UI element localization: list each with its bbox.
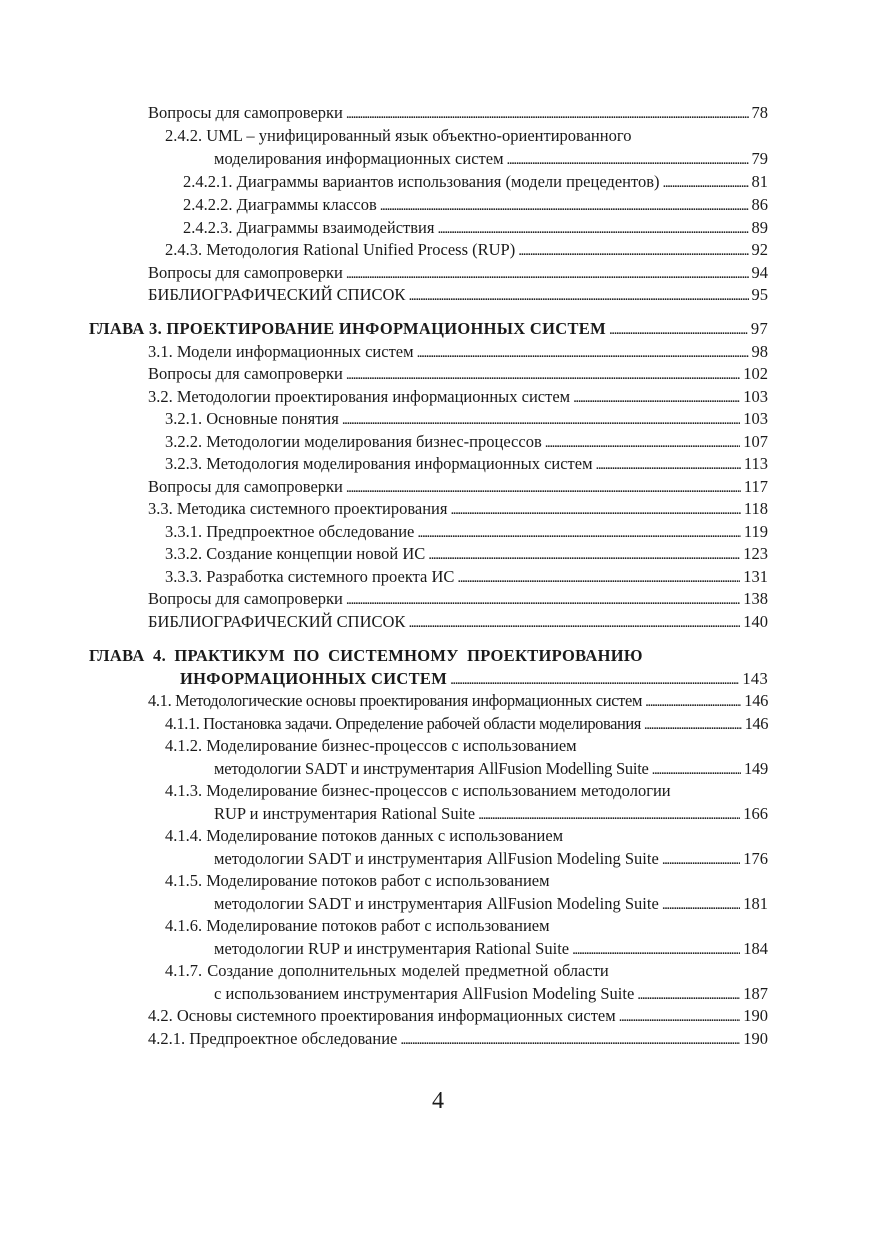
toc-entry: 3.1. Модели информационных систем . . . 98 [148,341,768,363]
toc-entry: с использованием инструментария AllFusion Modeling Suite . . . 187 [214,983,768,1005]
toc-entry: 2.4.2.1. Диаграммы вариантов использования (модели прецедентов) . . . 81 [183,171,768,193]
toc-entry: методологии SADT и инструментария AllFusion Modeling Suite . . . 176 [214,848,768,870]
toc-entry: Вопросы для самопроверки . . . 138 [148,588,768,610]
toc-entry: 4.1.7. Создание дополнительных моделей предметной области [165,961,609,980]
toc-entry: 4.1.5. Моделирование потоков работ с использованием [165,871,550,890]
toc-entry: методологии RUP и инструментария Rational Suite . . . 184 [214,938,768,960]
toc-entry: методологии SADT и инструментария AllFusion Modelling Suite . . . 149 [214,758,768,780]
toc-entry: БИБЛИОГРАФИЧЕСКИЙ СПИСОК . . . 140 [148,611,768,633]
toc-entry: БИБЛИОГРАФИЧЕСКИЙ СПИСОК . . . 95 [148,284,768,306]
toc-entry: 4.1.3. Моделирование бизнес-процессов с использованием методологии [165,781,671,800]
toc-entry: Вопросы для самопроверки . . . 94 [148,262,768,284]
toc-entry: 3.2.1. Основные понятия . . . 103 [165,408,768,430]
toc-entry: 4.1. Методологические основы проектирования информационных систем . . . 146 [148,690,768,712]
toc-entry: 3.2.3. Методология моделирования информационных систем . . . 113 [165,453,768,475]
toc-entry: 4.1.1. Постановка задачи. Определение рабочей области моделирования . . . 146 [165,713,768,735]
toc-entry: 4.2.1. Предпроектное обследование . . . 190 [148,1028,768,1050]
toc-entry: 3.3.2. Создание концепции новой ИС . . . 123 [165,543,768,565]
toc-entry: 2.4.3. Методология Rational Unified Process (RUP) . . . 92 [165,239,768,261]
toc-entry: 4.1.2. Моделирование бизнес-процессов с использованием [165,736,577,755]
toc-entry: 2.4.2. UML – унифицированный язык объектно-ориентированного [165,126,632,145]
toc-entry: 3.2.2. Методологии моделирования бизнес-процессов . . . 107 [165,431,768,453]
toc-entry: 3.3. Методика системного проектирования . . . 118 [148,498,768,520]
toc-entry: 4.1.4. Моделирование потоков данных с использованием [165,826,564,845]
toc-entry: Вопросы для самопроверки . . . 102 [148,363,768,385]
toc-entry: 2.4.2.2. Диаграммы классов . . . 86 [183,194,768,216]
toc-entry: 3.3.1. Предпроектное обследование . . . 119 [165,521,768,543]
toc-entry: моделирования информационных систем . . . 79 [214,148,768,170]
toc-entry: методологии SADT и инструментария AllFusion Modeling Suite . . . 181 [214,893,768,915]
toc-entry: RUP и инструментария Rational Suite . . . 166 [214,803,768,825]
toc-chapter-cont: ИНФОРМАЦИОННЫХ СИСТЕМ . . . 143 [180,668,768,690]
toc-chapter: ГЛАВА 3. ПРОЕКТИРОВАНИЕ ИНФОРМАЦИОННЫХ СИСТЕМ . . . 97 [89,318,768,340]
toc-entry: 3.2. Методологии проектирования информационных систем . . . 103 [148,386,768,408]
toc-entry: 2.4.2.3. Диаграммы взаимодействия . . . 89 [183,217,768,239]
toc-entry: 4.1.6. Моделирование потоков работ с использованием [165,916,550,935]
toc-entry: Вопросы для самопроверки . . . 78 [148,102,768,124]
toc-entry: Вопросы для самопроверки . . . 117 [148,476,768,498]
page-number: 4 [432,1088,444,1114]
toc-chapter: ГЛАВА 4. ПРАКТИКУМ ПО СИСТЕМНОМУ ПРОЕКТИРОВАНИЮ [89,646,643,665]
toc-entry: 3.3.3. Разработка системного проекта ИС . . . 131 [165,566,768,588]
toc-entry: 4.2. Основы системного проектирования информационных систем . . . 190 [148,1005,768,1027]
